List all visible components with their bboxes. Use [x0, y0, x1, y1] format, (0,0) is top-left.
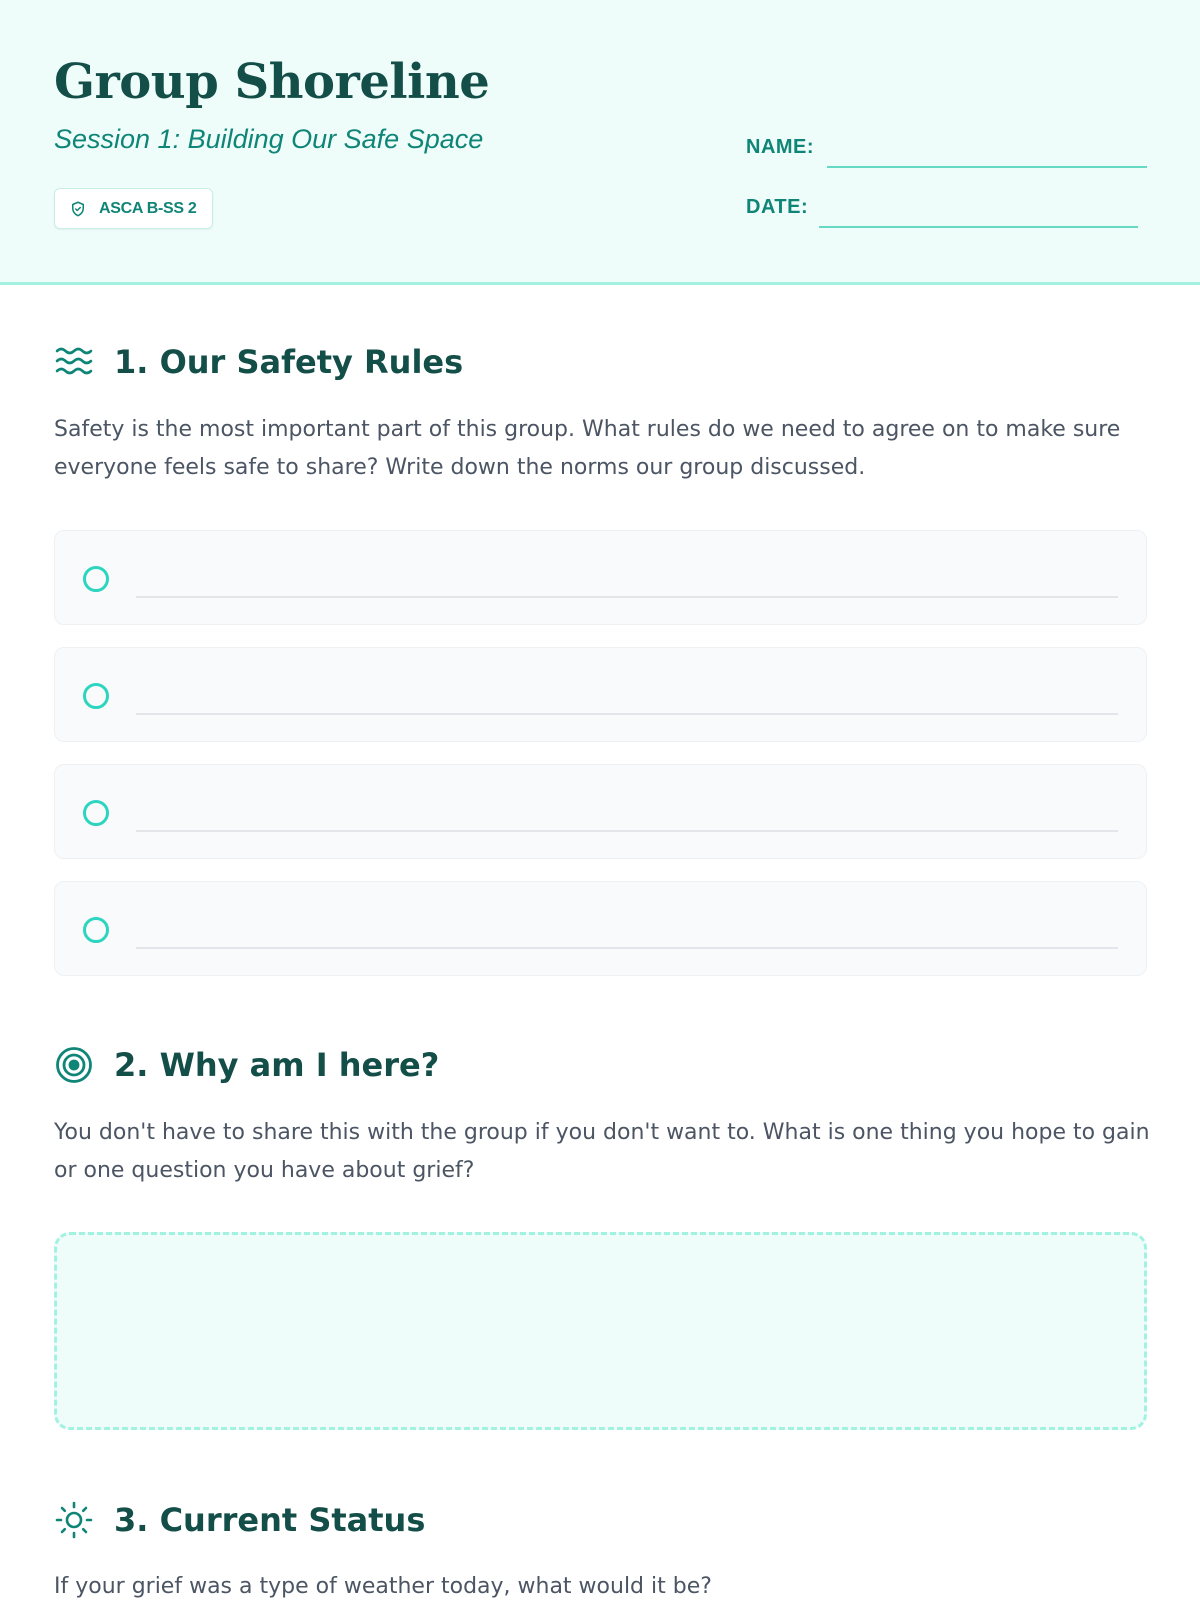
section-description: Safety is the most important part of this group. What rules do we need to agree on to make sure everyone feels safe to share? Write down the norms our group discussed.: [54, 417, 1121, 480]
target-icon: [54, 1045, 94, 1085]
standard-badge-label: ASCA B-SS 2: [99, 199, 197, 217]
worksheet-header: [0, 0, 1200, 285]
date-label: DATE:: [746, 196, 809, 218]
name-field[interactable]: [827, 166, 1147, 168]
rule-bullet-circle: [83, 683, 109, 709]
name-label: NAME:: [746, 136, 815, 158]
rule-bullet-circle: [83, 566, 109, 592]
rule-item[interactable]: [54, 530, 1147, 625]
rule-item[interactable]: [54, 647, 1147, 742]
sun-icon: [54, 1500, 94, 1540]
shield-check-icon: [69, 200, 87, 218]
session-subtitle: Session 1: Building Our Safe Space: [54, 124, 484, 154]
section-title: 2. Why am I here?: [114, 1046, 440, 1084]
section-description: If your grief was a type of weather today, what would it be?: [54, 1574, 712, 1599]
section-title: 3. Current Status: [114, 1501, 426, 1539]
rule-item[interactable]: [54, 881, 1147, 976]
rule-bullet-circle: [83, 800, 109, 826]
section-safety-rules-heading: [54, 342, 463, 382]
rule-bullet-circle: [83, 917, 109, 943]
rule-write-line[interactable]: [136, 596, 1118, 598]
section-description: You don't have to share this with the group if you don't want to. What is one thing you hope to gain or one question you have about grief?: [54, 1120, 1150, 1183]
rule-item[interactable]: [54, 764, 1147, 859]
section-why-here-heading: [54, 1045, 439, 1085]
standard-badge: [54, 188, 213, 229]
reflection-answer-box[interactable]: [54, 1232, 1147, 1430]
section-current-status-heading: [54, 1500, 425, 1540]
rule-write-line[interactable]: [136, 947, 1118, 949]
section-title: 1. Our Safety Rules: [114, 343, 464, 381]
page-title: Group Shoreline: [54, 54, 490, 110]
waves-icon: [54, 342, 94, 382]
date-field[interactable]: [819, 226, 1138, 228]
rule-write-line[interactable]: [136, 713, 1118, 715]
rule-write-line[interactable]: [136, 830, 1118, 832]
